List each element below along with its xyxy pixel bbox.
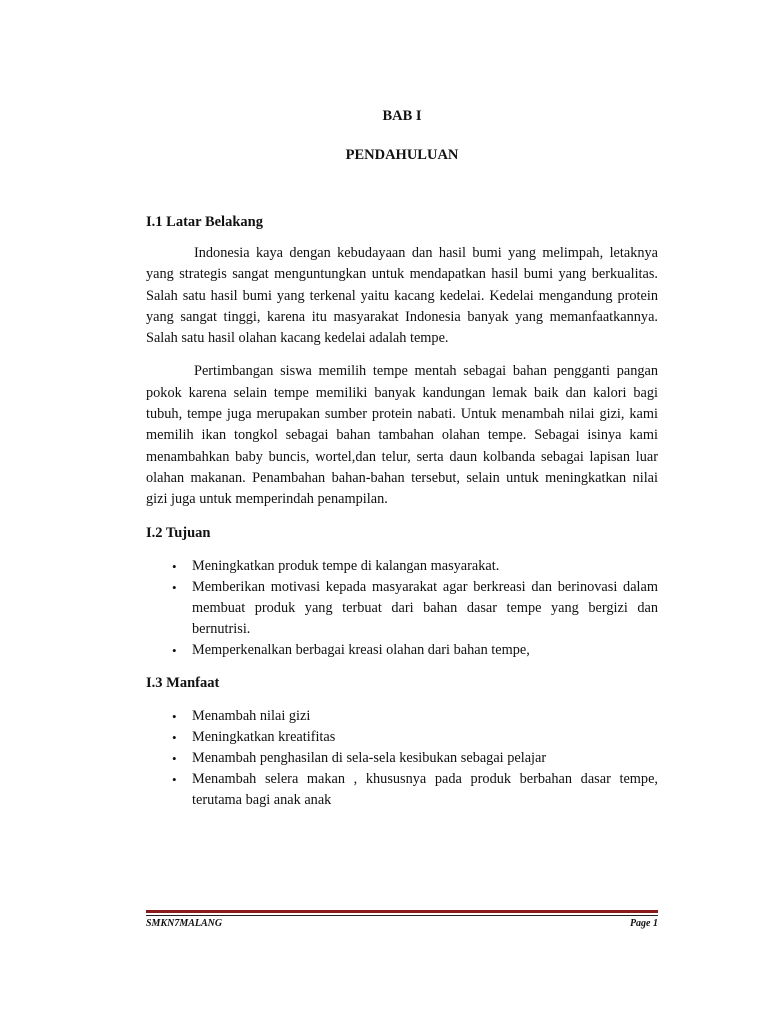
list-item <box>146 556 658 577</box>
list-item <box>146 706 658 727</box>
paragraph-2: Pertimbangan siswa memilih tempe mentah sebagai bahan pengganti pangan pokok karena selain tempe memiliki banyak kandungan lemak baik dan kalori bagi tubuh, tempe juga merupakan sumber protein nabati. Untuk menambah nilai gizi, kami memilih ikan tongkol sebagai bahan tambahan olahan tempe. Sebagai isinya kami menambahkan baby buncis, wortel,dan telur, serta daun kolbanda sebagai lapisan luar olahan makanan. Penambahan bahan-bahan tersebut, selain untuk meningkatkan nilai gizi juga untuk memperindah penampilan. <box>146 363 658 508</box>
footer-rule-black <box>146 915 658 916</box>
bullet-icon: • <box>172 642 177 658</box>
list-item-text: Memberikan motivasi kepada masyarakat agar berkreasi dan berinovasi dalam membuat produk yang terbuat dari bahan dasar tempe yang bergizi dan bernutrisi. <box>192 578 658 637</box>
bullet-icon: • <box>172 708 177 724</box>
section-heading-manfaat: I.3 Manfaat <box>146 674 220 691</box>
tujuan-list <box>146 556 658 661</box>
list-item <box>146 577 658 640</box>
bullet-icon: • <box>172 579 177 595</box>
list-item <box>146 727 658 748</box>
bullet-icon: • <box>172 750 177 766</box>
bullet-icon: • <box>172 771 177 787</box>
section-heading-tujuan: I.2 Tujuan <box>146 524 211 541</box>
list-item <box>146 748 658 769</box>
manfaat-list <box>146 706 658 811</box>
page-content <box>146 100 658 821</box>
page-footer <box>146 918 658 929</box>
footer-page-number: Page 1 <box>629 918 658 929</box>
bullet-icon: • <box>172 729 177 745</box>
list-item-text: Memperkenalkan berbagai kreasi olahan dari bahan tempe, <box>192 641 530 658</box>
list-item-text: Meningkatkan produk tempe di kalangan masyarakat. <box>192 557 500 574</box>
bullet-icon: • <box>172 558 177 574</box>
chapter-title: PENDAHULUAN <box>345 147 459 163</box>
list-item-text: Menambah selera makan , khususnya pada produk berbahan dasar tempe, terutama bagi anak anak <box>192 770 658 808</box>
list-item-text: Menambah penghasilan di sela-sela kesibukan sebagai pelajar <box>192 749 547 766</box>
paragraph-1: Indonesia kaya dengan kebudayaan dan hasil bumi yang melimpah, letaknya yang strategis sangat menguntungkan untuk mendapatkan hasil bumi yang berkualitas. Salah satu hasil bumi yang terkenal yaitu kacang kedelai. Kedelai mengandung protein yang sangat tinggi, karena itu masyarakat Indonesia banyak yang memanfaatkannya. Salah satu hasil olahan kacang kedelai adalah tempe. <box>146 245 658 347</box>
footer-school-name: SMKN7MALANG <box>146 918 223 929</box>
chapter-label: BAB I <box>382 108 422 124</box>
section-heading-latar-belakang: I.1 Latar Belakang <box>146 214 263 230</box>
list-item <box>146 769 658 811</box>
footer-rule <box>146 910 658 916</box>
list-item-text: Meningkatkan kreatifitas <box>192 728 336 745</box>
list-item-text: Menambah nilai gizi <box>192 707 311 724</box>
list-item <box>146 640 658 661</box>
